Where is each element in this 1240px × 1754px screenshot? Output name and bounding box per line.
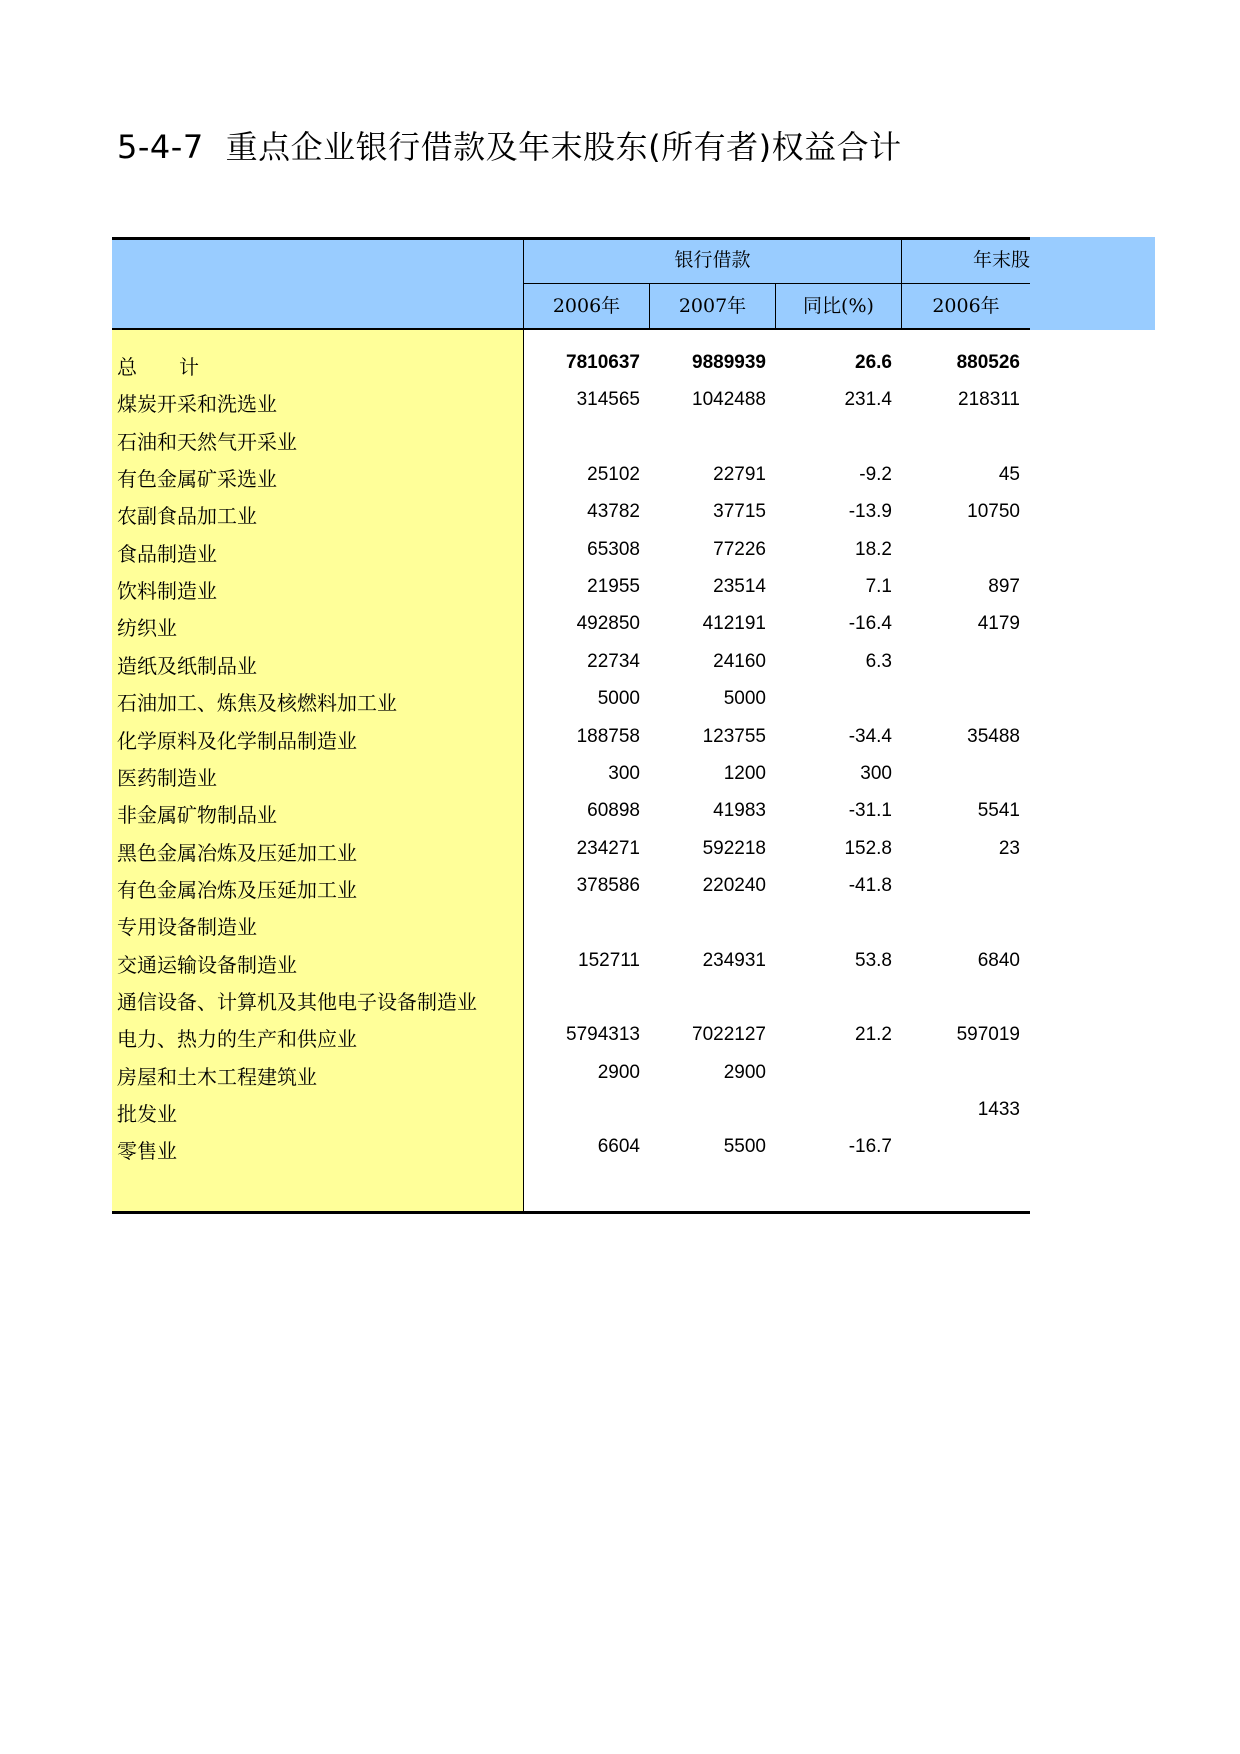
table-row	[112, 1129, 1030, 1166]
row-label: 黑色金属冶炼及压延加工业	[117, 840, 357, 865]
cell-loan-yoy: 231.4	[844, 389, 892, 411]
table-row	[112, 793, 1030, 830]
cell-loan-yoy: 6.3	[865, 650, 892, 672]
cell-equity-2006: 6840	[977, 949, 1020, 971]
cell-loan-2006: 21955	[587, 576, 640, 598]
header-yoy: 同比(%)	[803, 295, 874, 317]
cell-equity-2006: 597019	[956, 1024, 1020, 1046]
cell-loan-2007: 23514	[713, 576, 766, 598]
table-row	[112, 756, 1030, 793]
cell-loan-2006: 492850	[576, 613, 640, 635]
subheader-rule	[524, 283, 1030, 284]
row-label: 食品制造业	[117, 541, 217, 566]
table-row	[112, 943, 1030, 980]
cell-loan-2006: 2900	[597, 1061, 640, 1083]
header-equity-2006: 2006年	[932, 295, 1000, 317]
table-row	[112, 457, 1030, 494]
table-row	[112, 980, 1030, 1017]
cell-loan-2006: 234271	[576, 837, 640, 859]
table-row	[112, 681, 1030, 718]
cell-loan-2006: 152711	[578, 949, 640, 971]
cell-loan-yoy: 53.8	[855, 949, 892, 971]
row-label: 医药制造业	[117, 765, 217, 790]
statistics-table	[112, 237, 1155, 1217]
header-year-end-equity: 年末股	[972, 249, 1030, 271]
row-label: 石油加工、炼焦及核燃料加工业	[117, 691, 397, 716]
row-label: 房屋和土木工程建筑业	[117, 1064, 317, 1089]
cell-loan-2006: 6604	[597, 1136, 640, 1158]
table-row	[112, 1055, 1030, 1092]
cell-loan-2007: 220240	[702, 874, 766, 896]
cell-loan-2006: 5794313	[566, 1024, 640, 1046]
table-row	[112, 569, 1030, 606]
cell-loan-2006: 7810637	[566, 352, 640, 373]
cell-loan-2007: 77226	[713, 538, 766, 560]
table-row	[112, 1017, 1030, 1054]
cell-loan-yoy: 18.2	[855, 538, 892, 560]
cell-loan-2006: 25102	[587, 464, 640, 486]
row-label: 非金属矿物制品业	[117, 803, 277, 828]
cell-loan-yoy: 152.8	[844, 837, 892, 859]
cell-equity-2006: 35488	[967, 725, 1020, 747]
table-row	[112, 494, 1030, 531]
cell-loan-2007: 37715	[713, 501, 766, 523]
cell-equity-2006: 5541	[977, 800, 1020, 822]
cell-loan-2006: 188758	[576, 725, 640, 747]
row-label: 化学原料及化学制品制造业	[117, 728, 357, 753]
table-row	[112, 868, 1030, 905]
cell-loan-2006: 314565	[576, 389, 640, 411]
total-label-part1: 总	[117, 355, 137, 379]
cell-equity-2006: 218311	[958, 389, 1020, 411]
total-label-part2: 计	[179, 355, 199, 379]
cell-equity-2006: 880526	[956, 352, 1020, 373]
cell-loan-yoy: -41.8	[848, 874, 892, 896]
row-label: 饮料制造业	[117, 579, 217, 604]
cell-loan-2007: 24160	[713, 650, 766, 672]
table-row	[112, 382, 1030, 419]
cell-loan-yoy: -16.4	[848, 613, 892, 635]
cell-equity-2006: 23	[998, 837, 1020, 859]
cell-loan-yoy: -31.1	[848, 800, 892, 822]
cell-loan-yoy: 26.6	[855, 352, 892, 373]
row-label: 电力、热力的生产和供应业	[117, 1027, 357, 1052]
header-bottom-rule	[112, 328, 1030, 330]
cell-loan-2007: 9889939	[692, 352, 766, 373]
table-row	[112, 719, 1030, 756]
cell-equity-2006: 10750	[967, 501, 1020, 523]
cell-loan-2006: 300	[608, 762, 640, 784]
cell-equity-2006: 4179	[977, 613, 1020, 635]
table-row	[112, 644, 1030, 681]
cell-loan-2007: 5500	[723, 1136, 766, 1158]
row-label: 纺织业	[117, 616, 177, 641]
cell-loan-2006: 22734	[587, 650, 640, 672]
table-row	[112, 420, 1030, 457]
row-label: 农副食品加工业	[117, 504, 257, 529]
cell-equity-2006: 45	[998, 464, 1020, 486]
table-row	[112, 1092, 1030, 1129]
cell-loan-2007: 5000	[723, 688, 766, 710]
table-title: 重点企业银行借款及年末股东(所有者)权益合计	[225, 128, 902, 166]
header-bank-loans: 银行借款	[674, 249, 751, 271]
cell-loan-2007: 41983	[713, 800, 766, 822]
cell-loan-2006: 65308	[587, 538, 640, 560]
row-label	[117, 351, 199, 380]
table-row	[112, 606, 1030, 643]
row-label: 煤炭开采和洗选业	[117, 392, 277, 417]
row-label: 通信设备、计算机及其他电子设备制造业	[117, 989, 477, 1014]
header-2006: 2006年	[552, 295, 621, 317]
cell-equity-2006: 897	[988, 576, 1020, 598]
row-label: 有色金属矿采选业	[117, 467, 277, 492]
cell-loan-2007: 2900	[723, 1061, 766, 1083]
cell-loan-yoy: -9.2	[859, 464, 892, 486]
cell-loan-2007: 234931	[702, 949, 766, 971]
row-label: 专用设备制造业	[117, 915, 257, 940]
cell-loan-2006: 5000	[597, 688, 640, 710]
cell-loan-yoy: -13.9	[848, 501, 892, 523]
row-label: 造纸及纸制品业	[117, 653, 257, 678]
row-label: 批发业	[117, 1102, 177, 1126]
cell-loan-2007: 123755	[702, 725, 766, 747]
cell-loan-yoy: 21.2	[855, 1024, 892, 1046]
cell-loan-2006: 60898	[587, 800, 640, 822]
table-number: 5-4-7	[117, 128, 204, 166]
row-label: 石油和天然气开采业	[117, 429, 297, 454]
cell-loan-2006: 378586	[576, 874, 640, 896]
cell-loan-2007: 1042488	[692, 389, 766, 411]
cell-loan-yoy: -34.4	[848, 725, 892, 747]
table-row	[112, 905, 1030, 942]
cell-loan-2007: 592218	[702, 837, 766, 859]
cell-loan-yoy: 300	[860, 762, 892, 784]
cell-loan-2007: 22791	[713, 464, 766, 486]
top-rule	[112, 237, 1030, 240]
cell-loan-2007: 1200	[723, 762, 766, 784]
cell-loan-2007: 7022127	[692, 1024, 766, 1046]
page-title	[117, 122, 902, 168]
row-label: 交通运输设备制造业	[117, 952, 297, 977]
table-row	[112, 532, 1030, 569]
bottom-rule	[112, 1211, 1030, 1214]
cell-equity-2006: 1433	[977, 1099, 1020, 1120]
cell-loan-yoy: 7.1	[865, 576, 892, 598]
header-2007: 2007年	[678, 295, 747, 317]
cell-loan-2007: 412191	[702, 613, 766, 635]
total-row	[112, 345, 1030, 382]
cell-loan-yoy: -16.7	[848, 1136, 892, 1158]
table-row	[112, 831, 1030, 868]
row-label: 有色金属冶炼及压延加工业	[117, 877, 357, 902]
row-label: 零售业	[117, 1139, 177, 1164]
cell-loan-2006: 43782	[587, 501, 640, 523]
